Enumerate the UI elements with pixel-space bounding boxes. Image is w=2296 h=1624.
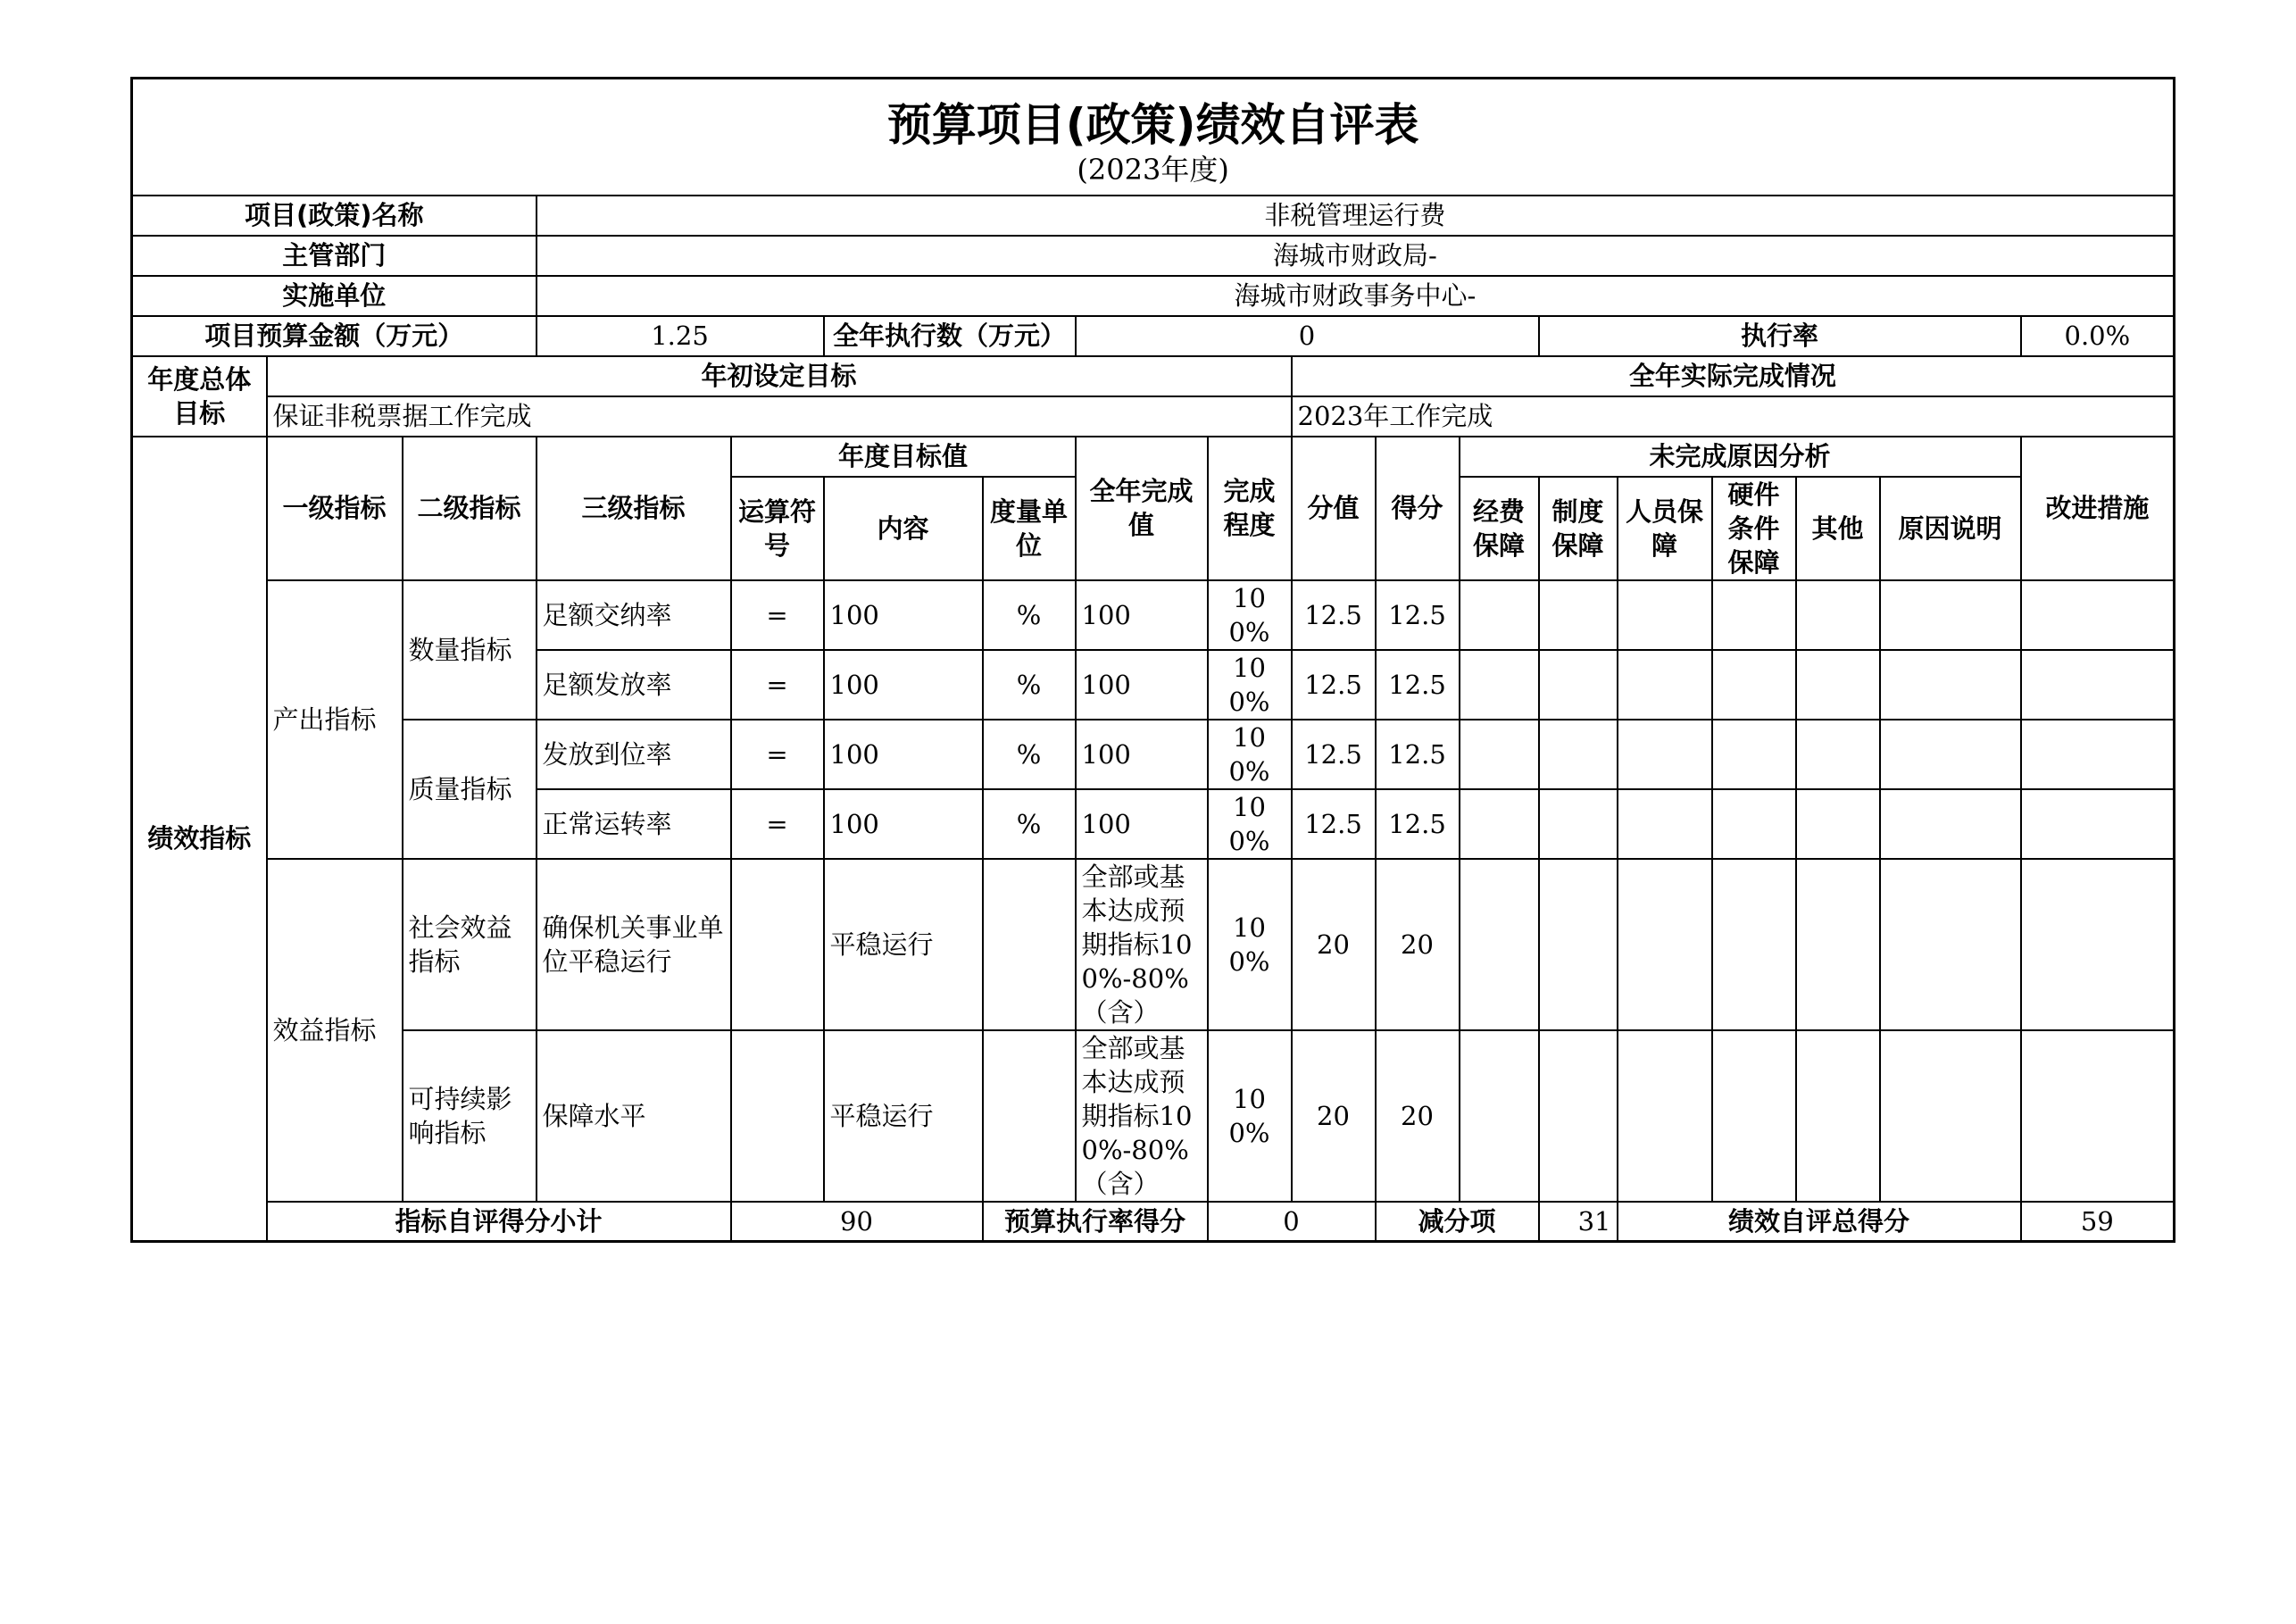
- header-degree: 完成程度: [1208, 437, 1292, 580]
- table-row: [132, 580, 2175, 650]
- project-name-label: 项目(政策)名称: [132, 196, 537, 236]
- page-title: 预算项目(政策)绩效自评表: [886, 99, 1419, 152]
- dept-label: 主管部门: [132, 236, 537, 276]
- header-staff: 人员保障: [1618, 477, 1712, 580]
- output-indicator-label: 产出指标: [267, 580, 403, 859]
- initial-goal-header: 年初设定目标: [267, 356, 1292, 396]
- total-value: 59: [2021, 1202, 2175, 1242]
- header-content: 内容: [824, 477, 983, 580]
- budget-label: 项目预算金额（万元）: [132, 316, 537, 356]
- indicator-op: =: [731, 789, 824, 859]
- indicator-actual: 100: [1076, 789, 1208, 859]
- header-op: 运算符号: [731, 477, 824, 580]
- indicator-degree: 100%: [1208, 859, 1292, 1030]
- rate-value: 0.0%: [2021, 316, 2175, 356]
- page-subtitle: (2023年度): [1077, 153, 1229, 187]
- header-unit: 度量单位: [983, 477, 1076, 580]
- indicator-actual: 100: [1076, 650, 1208, 720]
- indicator-op: =: [731, 650, 824, 720]
- indicator-name: 发放到位率: [537, 720, 731, 789]
- indicator-degree: 100%: [1208, 789, 1292, 859]
- indicator-degree: 100%: [1208, 650, 1292, 720]
- indicator-unit: %: [983, 789, 1076, 859]
- evaluation-sheet: [130, 77, 2173, 1243]
- indicator-degree: 100%: [1208, 720, 1292, 789]
- header-level3: 三级指标: [537, 437, 731, 580]
- deduct-value: 31: [1539, 1202, 1618, 1242]
- indicator-degree: 100%: [1208, 580, 1292, 650]
- project-name-value: 非税管理运行费: [537, 196, 2175, 236]
- actual-goal-value: 2023年工作完成: [1292, 396, 2175, 437]
- header-improve: 改进措施: [2021, 437, 2175, 580]
- indicator-unit: [983, 1030, 1076, 1202]
- indicator-content: 100: [824, 650, 983, 720]
- subtotal-value: 90: [731, 1202, 983, 1242]
- actual-goal-header: 全年实际完成情况: [1292, 356, 2175, 396]
- header-reason-desc: 原因说明: [1880, 477, 2021, 580]
- table-row: [132, 859, 2175, 1030]
- indicator-value: 20: [1292, 1030, 1376, 1202]
- indicator-score: 20: [1376, 1030, 1460, 1202]
- indicator-score: 12.5: [1376, 580, 1460, 650]
- indicator-value: 12.5: [1292, 650, 1376, 720]
- indicator-value: 12.5: [1292, 789, 1376, 859]
- header-score-value: 分值: [1292, 437, 1376, 580]
- exec-value: 0: [1076, 316, 1539, 356]
- header-reason-group: 未完成原因分析: [1460, 437, 2021, 477]
- indicator-unit: %: [983, 720, 1076, 789]
- exec-score-value: 0: [1208, 1202, 1376, 1242]
- indicator-value: 12.5: [1292, 720, 1376, 789]
- indicator-name: 足额发放率: [537, 650, 731, 720]
- indicator-actual: 全部或基本达成预期指标100%-80%（含）: [1076, 859, 1208, 1030]
- indicator-score: 12.5: [1376, 789, 1460, 859]
- indicator-name: 正常运转率: [537, 789, 731, 859]
- indicator-op: =: [731, 720, 824, 789]
- indicator-degree: 100%: [1208, 1030, 1292, 1202]
- budget-value: 1.25: [537, 316, 824, 356]
- indicator-score: 12.5: [1376, 720, 1460, 789]
- indicator-name: 保障水平: [537, 1030, 731, 1202]
- unit-value: 海城市财政事务中心-: [537, 276, 2175, 316]
- header-system: 制度保障: [1539, 477, 1618, 580]
- quality-indicator-label: 质量指标: [403, 720, 537, 859]
- sustain-indicator-label: 可持续影响指标: [403, 1030, 537, 1202]
- indicator-content: 平稳运行: [824, 859, 983, 1030]
- header-target-group: 年度目标值: [731, 437, 1076, 477]
- header-other: 其他: [1796, 477, 1880, 580]
- indicator-name: 足额交纳率: [537, 580, 731, 650]
- indicator-content: 100: [824, 580, 983, 650]
- indicator-op: [731, 1030, 824, 1202]
- benefit-indicator-label: 效益指标: [267, 859, 403, 1202]
- indicator-content: 100: [824, 720, 983, 789]
- table-row: [132, 1030, 2175, 1202]
- dept-value: 海城市财政局-: [537, 236, 2175, 276]
- deduct-label: 减分项: [1376, 1202, 1539, 1242]
- indicator-actual: 全部或基本达成预期指标100%-80%（含）: [1076, 1030, 1208, 1202]
- header-level2: 二级指标: [403, 437, 537, 580]
- indicator-content: 100: [824, 789, 983, 859]
- table-row: [132, 720, 2175, 789]
- indicator-name: 确保机关事业单位平稳运行: [537, 859, 731, 1030]
- indicator-value: 20: [1292, 859, 1376, 1030]
- indicator-unit: %: [983, 580, 1076, 650]
- header-funding: 经费保障: [1460, 477, 1539, 580]
- total-label: 绩效自评总得分: [1618, 1202, 2021, 1242]
- initial-goal-value: 保证非税票据工作完成: [267, 396, 1292, 437]
- indicator-score: 20: [1376, 859, 1460, 1030]
- indicator-score: 12.5: [1376, 650, 1460, 720]
- goals-label: 年度总体目标: [132, 356, 267, 437]
- indicator-actual: 100: [1076, 580, 1208, 650]
- perf-indicators-label: 绩效指标: [132, 437, 267, 1242]
- header-level1: 一级指标: [267, 437, 403, 580]
- indicator-unit: %: [983, 650, 1076, 720]
- rate-label: 执行率: [1539, 316, 2021, 356]
- indicator-content: 平稳运行: [824, 1030, 983, 1202]
- exec-score-label: 预算执行率得分: [983, 1202, 1208, 1242]
- indicator-value: 12.5: [1292, 580, 1376, 650]
- title-block: [132, 79, 2175, 196]
- subtotal-label: 指标自评得分小计: [267, 1202, 731, 1242]
- indicator-actual: 100: [1076, 720, 1208, 789]
- indicator-unit: [983, 859, 1076, 1030]
- indicator-op: [731, 859, 824, 1030]
- header-score: 得分: [1376, 437, 1460, 580]
- unit-label: 实施单位: [132, 276, 537, 316]
- quantity-indicator-label: 数量指标: [403, 580, 537, 720]
- indicator-op: =: [731, 580, 824, 650]
- header-actual-value: 全年完成值: [1076, 437, 1208, 580]
- header-hardware: 硬件条件保障: [1712, 477, 1796, 580]
- exec-label: 全年执行数（万元）: [824, 316, 1076, 356]
- social-indicator-label: 社会效益指标: [403, 859, 537, 1030]
- summary-row: [132, 1202, 2175, 1242]
- evaluation-table: [130, 77, 2175, 1243]
